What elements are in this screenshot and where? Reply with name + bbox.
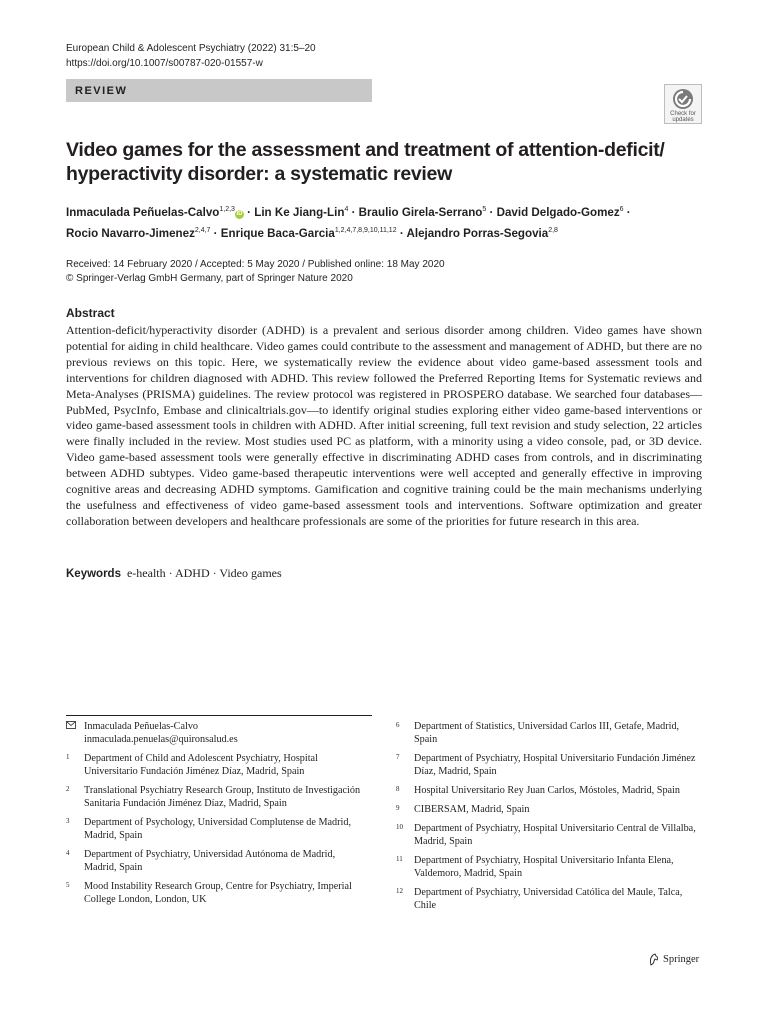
affiliations-left-column [66,720,366,912]
affiliation-item [396,886,696,912]
keywords-line [66,566,282,582]
affiliation-number: 8 [396,785,400,793]
affiliation-number: 2 [66,785,70,793]
author-name[interactable]: Alejandro Porras-Segovia [406,226,549,240]
author-name[interactable]: Lin Ke Jiang-Lin [254,205,345,219]
affiliation-item [66,816,366,842]
affiliation-text: Department of Psychology, Universidad Complutense de Madrid, Madrid, Spain [84,817,351,841]
section-label: REVIEW [75,84,128,97]
check-for-updates-badge[interactable] [664,84,702,124]
keywords-list: e-health · ADHD · Video games [126,566,282,580]
badge-line-2: updates [672,117,694,123]
affiliation-number: 4 [66,849,70,857]
affiliation-text: Department of Psychiatry, Hospital Universitario Fundación Jiménez Díaz, Madrid, Spain [414,753,696,777]
received-accepted-dates: Received: 14 February 2020 / Accepted: 5 May 2020 / Published online: 18 May 2020 [66,259,445,270]
author-name[interactable]: Enrique Baca-Garcia [220,226,335,240]
article-title: Video games for the assessment and treatment of attention-deficit/ hyperactivity disorder: a systematic review [66,139,665,185]
affiliation-text: Translational Psychiatry Research Group, Instituto de Investigación Sanitaria Fundación Jiménez Díaz, Madrid, Spain [84,785,361,809]
author-affiliation-ref: 2,4,7 [194,226,211,234]
affiliation-number: 5 [66,881,70,889]
affiliation-number: 12 [396,887,403,895]
affiliation-item [66,880,366,906]
affiliation-text: Department of Psychiatry, Hospital Universitario Central de Villalba, Madrid, Spain [414,823,696,847]
keywords-heading: Keywords [66,568,121,580]
section-banner [66,79,372,102]
affiliation-item [66,784,366,810]
affiliation-item [396,784,696,797]
springer-horse-icon [648,953,660,966]
affiliation-number: 9 [396,804,400,812]
affiliation-item [396,854,696,880]
author-list: Inmaculada Peñuelas-Calvo$^{1,2,3}$iD · Lin Ke Jiang-Lin$^4$ · Braulio Girela-Serrano$^5$ · David Delgado-Gomez$^6$ · Rocio Navarro-Jimenez$^{2,4,7}$ · Enrique Baca-Garcia$^{1,2,4,7,8,9,10,11,12}$ · Alejandro Porras-Segovia$^{2,8}$ [66,205,631,240]
copyright-notice: © Springer-Verlag GmbH Germany, part of Springer Nature 2020 [66,273,353,284]
affiliation-item [396,803,696,816]
affiliation-number: 10 [396,823,403,831]
affiliation-item [396,720,696,746]
affiliation-item [396,822,696,848]
abstract-text: Attention-deficit/hyperactivity disorder (ADHD) is a prevalent and serious disorder among children. Video games have shown potential for aiding in child healthcare. Video games could contribute to the assessment and management of ADHD, but there are no previous reviews on this topic. Here, we systematically review the evidence about video game-based assessment tools and interventions for children diagnosed with ADHD. This review followed the Preferred Reporting Items for Systematic reviews and Meta-Analyses (PRISMA) guidelines. The review protocol was registered in PROSPERO database. We searched four databases—PubMed, PsycInfo, Embase and clinicaltrials.gov—to identify original studies exploring either video game-based interventions or video game-based assessment tools in children with ADHD. After initial screening, full text revision and study selection, 22 articles were finally included in the review. Most studies used PC as platform, with a minority using a video console, pad, or 3D device. Video game-based assessment tools were generally effective in discriminating ADHD cases from controls, and in discriminating between ADHD subtypes. Video game-based therapeutic interventions were well accepted and generally effective in improving cognitive areas and decreasing ADHD symptoms. Gamification and cognitive training could be the main mechanisms underlying the usefulness and effectiveness of video game-based assessment tools and interventions. Software optimization and greater collaboration between developers and healthcare professionals are some of the priorities for future research in this area. [66,323,702,528]
orcid-icon[interactable]: iD [236,210,243,217]
author-affiliation-ref: 6 [619,206,624,213]
affiliation-number: 1 [66,753,70,761]
affiliations-right-column [396,720,696,918]
author-name[interactable]: Inmaculada Peñuelas-Calvo [66,205,220,219]
footnote-divider [66,715,372,716]
author-name[interactable]: David Delgado-Gomez [496,205,620,219]
affiliation-text: Department of Psychiatry, Universidad Autónoma de Madrid, Madrid, Spain [84,849,336,873]
check-updates-icon [672,88,694,110]
author-affiliation-ref: 2,8 [548,226,558,234]
envelope-icon [66,720,84,746]
affiliation-number: 6 [396,721,400,729]
correspondence-email[interactable]: inmaculada.penuelas@quironsalud.es [84,734,238,745]
author-affiliation-ref: 5 [482,206,487,213]
affiliation-item [396,752,696,778]
affiliation-text: Department of Psychiatry, Hospital Universitario Infanta Elena, Valdemoro, Madrid, Spain [414,855,674,879]
author-affiliation-ref: 1,2,3 [219,206,235,213]
affiliation-text: Department of Statistics, Universidad Carlos III, Getafe, Madrid, Spain [414,721,680,745]
abstract-heading: Abstract [66,306,115,320]
doi-link[interactable]: https://doi.org/10.1007/s00787-020-01557-w [66,58,263,69]
affiliation-text: CIBERSAM, Madrid, Spain [414,804,530,815]
affiliation-text: Department of Psychiatry, Universidad Católica del Maule, Talca, Chile [414,887,683,911]
author-affiliation-ref: 4 [344,206,349,213]
publisher-name: Springer [663,954,700,965]
correspondence-entry [66,720,366,746]
publication-dates [66,258,445,286]
correspondence-name: Inmaculada Peñuelas-Calvo [84,721,199,732]
affiliation-number: 3 [66,817,70,825]
badge-line-1: Check for [670,111,696,117]
affiliation-item [66,848,366,874]
author-name[interactable]: Rocio Navarro-Jimenez [66,226,195,240]
affiliation-text: Hospital Universitario Rey Juan Carlos, Móstoles, Madrid, Spain [414,785,680,796]
affiliation-number: 11 [396,855,403,863]
journal-citation: European Child & Adolescent Psychiatry (2022) 31:5–20 [66,43,316,54]
affiliation-text: Department of Child and Adolescent Psychiatry, Hospital Universitario Fundación Jiménez Díaz, Madrid, Spain [84,753,318,777]
journal-header [66,41,316,71]
publisher-logo [648,953,699,966]
affiliation-number: 7 [396,753,400,761]
author-name[interactable]: Braulio Girela-Serrano [358,205,483,219]
author-affiliation-ref: 1,2,4,7,8,9,10,11,12 [334,226,397,234]
affiliation-item [66,752,366,778]
affiliation-text: Mood Instability Research Group, Centre for Psychiatry, Imperial College London, London, UK [84,881,352,905]
